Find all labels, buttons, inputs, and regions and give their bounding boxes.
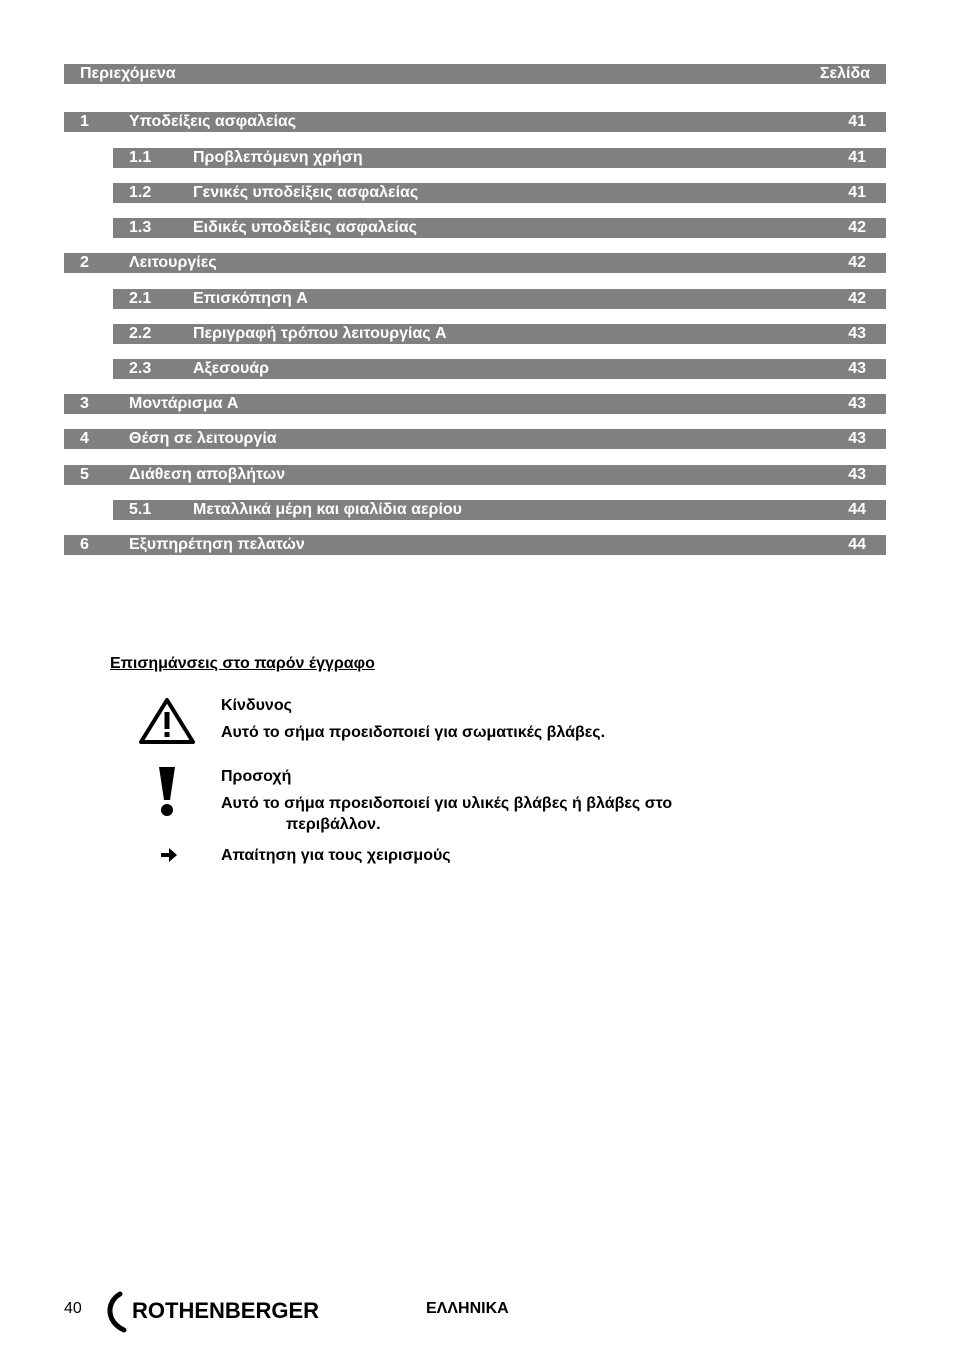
- toc-entry[interactable]: [113, 218, 886, 238]
- toc-entry-title: Επισκόπηση A: [193, 290, 308, 307]
- toc-entry-title: Εξυπηρέτηση πελατών: [129, 536, 305, 553]
- toc-entry-title: Ειδικές υποδείξεις ασφαλείας: [193, 219, 417, 236]
- toc-entry-page: 41: [848, 113, 866, 130]
- toc-entry[interactable]: [113, 289, 886, 309]
- action-text: Απαίτηση για τους χειρισμούς: [221, 847, 451, 864]
- toc-header-title: Περιεχόμενα: [80, 65, 176, 82]
- toc-entry-page: 44: [848, 501, 866, 518]
- arrow-right-icon: [160, 847, 178, 863]
- toc-entry[interactable]: [113, 324, 886, 344]
- toc-entry-title: Μεταλλικά μέρη και φιαλίδια αερίου: [193, 501, 462, 518]
- toc-entry[interactable]: [64, 253, 886, 273]
- toc-entry-page: 42: [848, 219, 866, 236]
- toc-entry-title: Υποδείξεις ασφαλείας: [129, 113, 297, 130]
- toc-entry-page: 43: [848, 466, 866, 483]
- toc-entry[interactable]: [113, 359, 886, 379]
- caution-heading: Προσοχή: [221, 768, 292, 785]
- toc-header-page-label: Σελίδα: [819, 65, 870, 82]
- toc-entry[interactable]: [64, 394, 886, 414]
- toc-entry-number: 2.1: [129, 290, 152, 307]
- toc-entry[interactable]: [64, 465, 886, 485]
- toc-entry-number: 3: [80, 395, 89, 412]
- caution-text-line1: Αυτό το σήμα προειδοποιεί για υλικές βλάβες ή βλάβες στο: [221, 795, 673, 812]
- exclamation-icon: [156, 766, 178, 818]
- toc-entry-number: 1.1: [129, 149, 152, 166]
- toc-entry-page: 43: [848, 360, 866, 377]
- toc-entry-title: Αξεσουάρ: [193, 360, 270, 377]
- page-number: 40: [64, 1300, 82, 1317]
- toc-entry-title: Μοντάρισμα A: [129, 395, 239, 412]
- toc-entry-number: 4: [80, 430, 89, 447]
- legend-title: Επισημάνσεις στο παρόν έγγραφο: [110, 655, 375, 672]
- warning-triangle-icon: [138, 697, 196, 745]
- svg-text:ROTHENBERGER: ROTHENBERGER: [132, 1298, 320, 1323]
- footer-language: ΕΛΛΗΝΙΚΑ: [426, 1300, 509, 1317]
- toc-entry-page: 42: [848, 254, 866, 271]
- toc-entry-title: Προβλεπόμενη χρήση: [193, 149, 363, 166]
- toc-entry-number: 6: [80, 536, 89, 553]
- toc-entry[interactable]: [64, 112, 886, 132]
- toc-entry-page: 41: [848, 149, 866, 166]
- toc-entry-number: 2.2: [129, 325, 152, 342]
- toc-entry[interactable]: [64, 429, 886, 449]
- toc-entry-title: Γενικές υποδείξεις ασφαλείας: [193, 184, 419, 201]
- toc-entry[interactable]: [113, 148, 886, 168]
- toc-entry-title: Περιγραφή τρόπου λειτουργίας A: [193, 325, 447, 342]
- toc-entry-page: 42: [848, 290, 866, 307]
- toc-entry-number: 1: [80, 113, 89, 130]
- caution-text-line2: περιβάλλον.: [286, 816, 381, 833]
- danger-heading: Κίνδυνος: [221, 697, 292, 714]
- rothenberger-logo: [104, 1290, 354, 1334]
- toc-entry-title: Λειτουργίες: [129, 254, 217, 271]
- toc-entry-page: 43: [848, 325, 866, 342]
- toc-entry-number: 2: [80, 254, 89, 271]
- toc-entry-number: 5: [80, 466, 89, 483]
- toc-entry[interactable]: [64, 535, 886, 555]
- toc-entry[interactable]: [113, 500, 886, 520]
- toc-entry-page: 44: [848, 536, 866, 553]
- danger-text: Αυτό το σήμα προειδοποιεί για σωματικές βλάβες.: [221, 724, 606, 741]
- toc-entry[interactable]: [113, 183, 886, 203]
- toc-entry-number: 2.3: [129, 360, 152, 377]
- toc-entry-page: 43: [848, 395, 866, 412]
- toc-entry-number: 1.3: [129, 219, 152, 236]
- toc-entry-page: 43: [848, 430, 866, 447]
- toc-entry-number: 5.1: [129, 501, 152, 518]
- toc-entry-number: 1.2: [129, 184, 152, 201]
- toc-entry-page: 41: [848, 184, 866, 201]
- toc-header-bar: [64, 64, 886, 84]
- toc-entry-title: Θέση σε λειτουργία: [129, 430, 277, 447]
- toc-entry-title: Διάθεση αποβλήτων: [129, 466, 286, 483]
